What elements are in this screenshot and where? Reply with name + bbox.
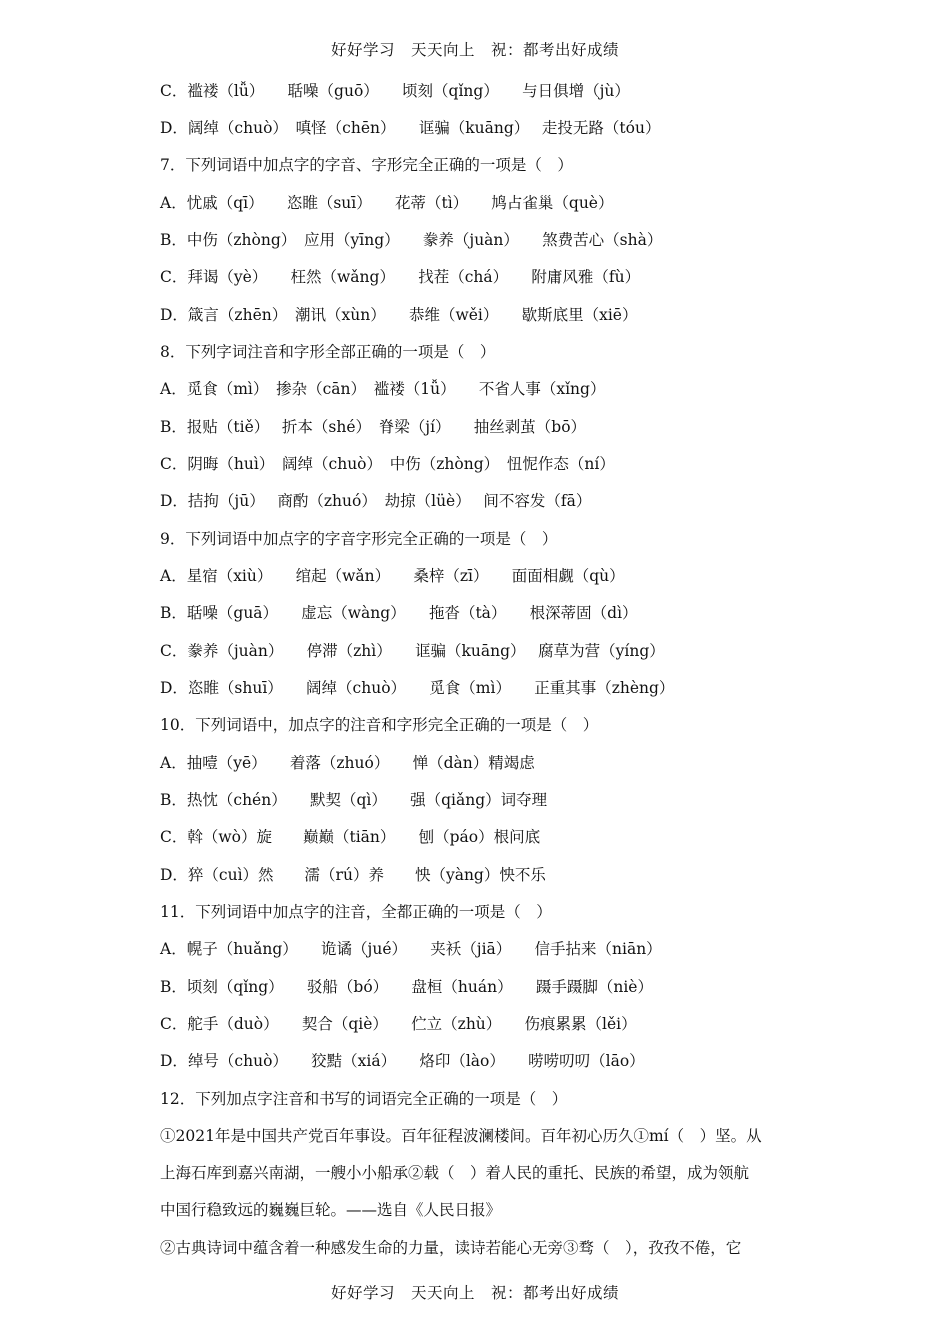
option-line: C．褴褛（lǚ） 聒噪（guō） 顷刻（qǐng） 与日俱增（jù） (160, 82, 630, 100)
option-line: D．绰号（chuò） 狡黠（xiá） 烙印（lào） 唠唠叨叨（lāo） (160, 1052, 645, 1070)
option-line: D．恣睢（shuī） 阔绰（chuò） 觅食（mì） 正重其事（zhèng） (160, 679, 675, 697)
question-stem: 10．下列词语中，加点字的注音和字形完全正确的一项是（ ） (160, 716, 599, 734)
passage-line: ①2021年是中国共产党百年事设。百年征程波澜楼间。百年初心历久①mí（ ）坚。从 (160, 1127, 762, 1145)
option-line: D．阔绰（chuò） 嗔怪（chēn） 诓骗（kuāng） 走投无路（tóu） (160, 119, 661, 137)
option-line: A．觅食（mì） 掺杂（cān） 褴褛（1ǚ） 不省人事（xǐng） (160, 380, 606, 398)
passage-line: ②古典诗词中蕴含着一种感发生命的力量，读诗若能心无旁③骛（ ），孜孜不倦，它 (160, 1239, 742, 1257)
option-line: B．中伤（zhòng） 应用（yīng） 豢养（juàn） 煞费苦心（shà） (160, 231, 663, 249)
option-line: A．抽噎（yē） 着落（zhuó） 惮（dàn）精竭虑 (160, 754, 535, 772)
page-footer: 好好学习 天天向上 祝：都考出好成绩 (330, 1284, 619, 1302)
option-line: C．豢养（juàn） 停滞（zhì） 诓骗（kuāng） 腐草为营（yíng） (160, 642, 665, 660)
option-line: D．箴言（zhēn） 潮讯（xùn） 恭维（wěi） 歇斯底里（xiē） (160, 306, 638, 324)
option-line: C．斡（wò）旋 巅巅（tiān） 刨（páo）根问底 (160, 828, 541, 846)
page-header: 好好学习 天天向上 祝：都考出好成绩 (330, 41, 619, 59)
option-line: C．舵手（duò） 契合（qiè） 伫立（zhù） 伤痕累累（lěi） (160, 1015, 637, 1033)
option-line: D．拮拘（jū） 商酌（zhuó） 劫掠（lüè） 间不容发（fā） (160, 492, 592, 510)
option-line: A．星宿（xiù） 绾起（wǎn） 桑梓（zī） 面面相觑（qù） (160, 567, 625, 585)
option-line: C．阴晦（huì） 阔绰（chuò） 中伤（zhòng） 忸怩作态（ní） (160, 455, 615, 473)
option-line: D．猝（cuì）然 濡（rú）养 怏（yàng）怏不乐 (160, 866, 546, 884)
question-stem: 8．下列字词注音和字形全部正确的一项是（ ） (160, 343, 496, 361)
option-line: B．热忱（chén） 默契（qì） 强（qiǎng）词夺理 (160, 791, 548, 809)
option-line: B．聒噪（guā） 虚忘（wàng） 拖沓（tà） 根深蒂固（dì） (160, 604, 638, 622)
passage-line: 上海石库到嘉兴南湖，一艘小小船承②载（ ）着人民的重托、民族的希望，成为领航 (160, 1164, 750, 1182)
question-stem: 12．下列加点字注音和书写的词语完全正确的一项是（ ） (160, 1090, 568, 1108)
option-line: B．顷刻（qǐng） 驳船（bó） 盘桓（huán） 蹑手蹑脚（niè） (160, 978, 653, 996)
question-stem: 11．下列词语中加点字的注音，全都正确的一项是（ ） (160, 903, 552, 921)
option-line: C．拜谒（yè） 枉然（wǎng） 找茬（chá） 附庸风雅（fù） (160, 268, 641, 286)
question-stem: 9．下列词语中加点字的字音字形完全正确的一项是（ ） (160, 530, 558, 548)
question-stem: 7．下列词语中加点字的字音、字形完全正确的一项是（ ） (160, 156, 573, 174)
option-line: A．幌子（huǎng） 诡谲（jué） 夹袄（jiā） 信手拈来（niān） (160, 940, 662, 958)
passage-line: 中国行稳致远的巍巍巨轮。——选自《人民日报》 (160, 1201, 502, 1219)
option-line: B．报贴（tiě） 折本（shé） 脊梁（jí） 抽丝剥茧（bō） (160, 418, 587, 436)
option-line: A．忧戚（qī） 恣睢（suī） 花蒂（tì） 鸠占雀巢（què） (160, 194, 614, 212)
